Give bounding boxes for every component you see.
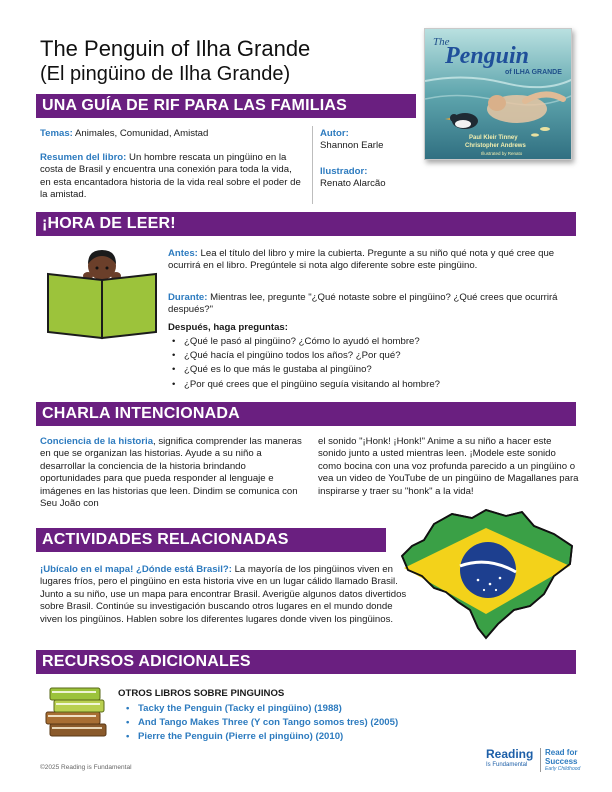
rif-logo-line2: Is Fundamental <box>486 762 528 768</box>
during-label: Durante: <box>168 292 208 303</box>
page-title: The Penguin of Ilha Grande <box>40 36 311 61</box>
awareness-label: Conciencia de la historia <box>40 436 154 447</box>
map-label: ¡Ubícalo en el mapa! ¿Dónde está Brasil?: <box>40 564 232 575</box>
question-item: • ¿Qué hacía el pingüino todos los años? ¿Por qué? <box>170 349 570 363</box>
guide-author <box>320 128 420 153</box>
guide-summary <box>40 152 302 202</box>
during-text: Mientras lee, pregunte "¿Qué notaste sobre el pingüino? ¿Qué crees que ocurrirá después?" <box>168 292 558 316</box>
brazil-map-illustration <box>394 506 578 640</box>
rfs-line1: Read for <box>545 748 578 757</box>
illustrator-value: Renato Alarcão <box>320 178 386 190</box>
read-during <box>168 292 570 317</box>
copyright-text: ©2025 Reading is Fundamental <box>40 764 132 771</box>
books-list <box>124 702 444 744</box>
before-text: Lea el título del libro y mire la cubierta. Pregunte a su niño qué nota y qué cree que ocurrirá en el libro. Pregúntele si nota algo diferente sobre este pingüino. <box>168 248 555 272</box>
rfs-line2: Success <box>545 757 578 766</box>
cover-title-sub: of ILHA GRANDE <box>505 69 562 76</box>
questions-list <box>170 335 570 392</box>
before-label: Antes: <box>168 248 198 259</box>
cover-title-main: Penguin <box>445 43 530 69</box>
author-value: Shannon Earle <box>320 140 384 152</box>
column-divider <box>312 126 313 204</box>
book-cover-image <box>424 28 572 160</box>
stacked-books-illustration <box>44 686 110 738</box>
talk-column-2: el sonido "¡Honk! ¡Honk!" Anime a su niño a hacer este sonido junto a usted mientras leen. ¡Modele este sonido como bocina con una voz profunda parecido a un pingüino o vea un video de YouTube de un pingüino de Magallanes para inspirarse y traer su "honk" a la vida! <box>318 436 579 497</box>
rif-logo <box>486 748 538 778</box>
map-text: La mayoría de los pingüinos viven en lugares fríos, pero el pingüino en esta historia vive en un lugar cálido llamado Brasil. Junto a su niño, use un mapa para encontrar Brasil. Averigüe algunos datos divertidos sobre Brasil. Continúe su investigación buscando otros lugares en el mundo donde viven los pingüinos. Hablen sobre los diferentes lugares donde viven los pingüinos. <box>40 564 407 625</box>
book-link[interactable]: • Pierre the Penguin (Pierre el pingüino) (2010) <box>124 730 444 744</box>
logo-divider <box>540 748 541 772</box>
author-label: Autor: <box>320 128 349 139</box>
rfs-line3: Early Childhood <box>545 766 581 772</box>
talk-column-1 <box>40 436 302 510</box>
question-item: • ¿Qué es lo que más le gustaba al pingüino? <box>170 363 570 377</box>
question-item: • ¿Qué le pasó al pingüino? ¿Cómo lo ayudó el hombre? <box>170 335 570 349</box>
page-subtitle: (El pingüino de Ilha Grande) <box>40 63 291 85</box>
guide-topics <box>40 128 302 140</box>
resources-heading: OTROS LIBROS SOBRE PINGUINOS <box>118 688 285 699</box>
after-label: Después, haga preguntas: <box>168 322 288 333</box>
book-link[interactable]: • Tacky the Penguin (Tacky el pingüino) (1988) <box>124 702 444 716</box>
topics-value: Animales, Comunidad, Amistad <box>75 128 209 139</box>
cover-caption-3: Illustrated by Renato <box>481 151 523 156</box>
read-before <box>168 248 570 273</box>
cover-caption-2: Christopher Andrews <box>465 143 526 149</box>
cover-title-top: The <box>433 36 450 48</box>
summary-text: Un hombre rescata un pingüino en la costa de Brasil y encuentra una conexión para toda la vida, en esta encantadora historia de la vida real sobre el poder de la amistad. <box>40 152 301 201</box>
question-item: • ¿Por qué crees que el pingüino seguía visitando al hombre? <box>170 378 570 392</box>
topics-label: Temas: <box>40 128 73 139</box>
section-read-header: ¡HORA DE LEER! <box>36 212 576 236</box>
section-activities-header: ACTIVIDADES RELACIONADAS <box>36 528 386 552</box>
rif-logo-line1: Reading <box>486 747 534 761</box>
book-link[interactable]: • And Tango Makes Three (Y con Tango somos tres) (2005) <box>124 716 444 730</box>
read-for-success-logo <box>545 748 595 773</box>
cover-art <box>425 29 572 160</box>
section-talk-header: CHARLA INTENCIONADA <box>36 402 576 426</box>
summary-label: Resumen del libro: <box>40 152 127 163</box>
cover-caption-1: Paul Kleir Tinney <box>469 135 518 141</box>
section-guide-header: UNA GUÍA DE RIF PARA LAS FAMILIAS <box>36 94 416 118</box>
activities-map <box>40 564 412 626</box>
reading-child-illustration <box>44 244 160 340</box>
guide-illustrator <box>320 166 420 191</box>
illustrator-label: Ilustrador: <box>320 166 368 177</box>
talk-col1-text: , significa comprender las maneras en que se organizan las historias. Ayude a su niño a desarrollar la conciencia de la historia brindando oportunidades para que pueda responder al lenguaje e imágenes en las historias que leen. Dindim se comunica con Seu João con <box>40 436 302 510</box>
section-resources-header: RECURSOS ADICIONALES <box>36 650 576 674</box>
